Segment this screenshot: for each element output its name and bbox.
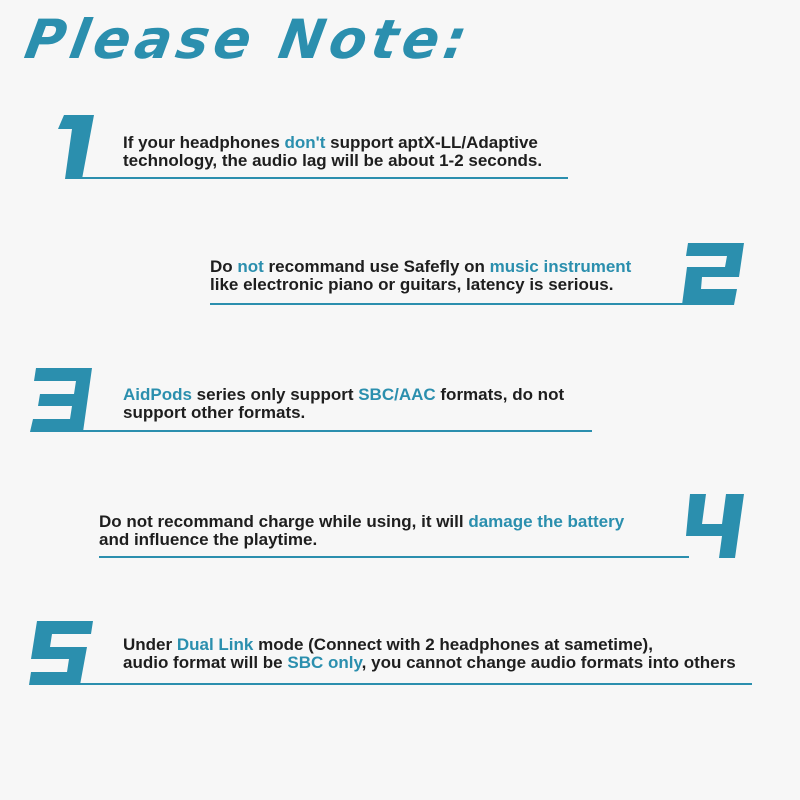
note-1-line-2: technology, the audio lag will be about 1-2 seconds. [123,151,543,170]
note-5-underline [44,683,752,685]
numeral-four [684,494,746,558]
note-4-line-1: Do not recommand charge while using, it will damage the battery [99,512,625,531]
note-3-line-1: AidPods series only support SBC/AAC formats, do not [123,385,565,404]
note-1-underline [66,177,568,179]
note-4-underline [99,556,689,558]
note-5-text [123,636,736,672]
note-2-line-1: Do not recommand use Safefly on music instrument [210,257,632,276]
numeral-three [30,368,94,432]
note-3-line-2: support other formats. [123,403,306,422]
note-4-line-2: and influence the playtime. [99,530,318,549]
highlight-sbc-only: SBC only [287,653,362,672]
highlight-dont: don't [284,133,326,152]
note-2-text [210,258,631,294]
highlight-music-instrument: music instrument [489,257,632,276]
numeral-one [54,115,98,181]
note-5-line-2: audio format will be SBC only, you cannot change audio formats into others [123,653,736,672]
highlight-sbc-aac: SBC/AAC [358,385,436,404]
note-1-text [123,134,542,170]
numeral-two [682,243,746,305]
highlight-aidpods: AidPods [123,385,192,404]
note-3-underline [52,430,592,432]
note-5-line-1: Under Dual Link mode (Connect with 2 headphones at sametime), [123,635,653,654]
note-2-line-2: like electronic piano or guitars, latency is serious. [210,275,614,294]
highlight-dual-link: Dual Link [176,635,254,654]
numeral-five [29,621,95,685]
note-4-text [99,513,624,549]
highlight-not: not [237,257,264,276]
note-2-underline [210,303,690,305]
note-1-line-1: If your headphones don't support aptX-LL/Adaptive [123,133,538,152]
page-title: Please Note: [20,8,477,71]
note-3-text [123,386,564,422]
highlight-damage-the-battery: damage the battery [468,512,625,531]
